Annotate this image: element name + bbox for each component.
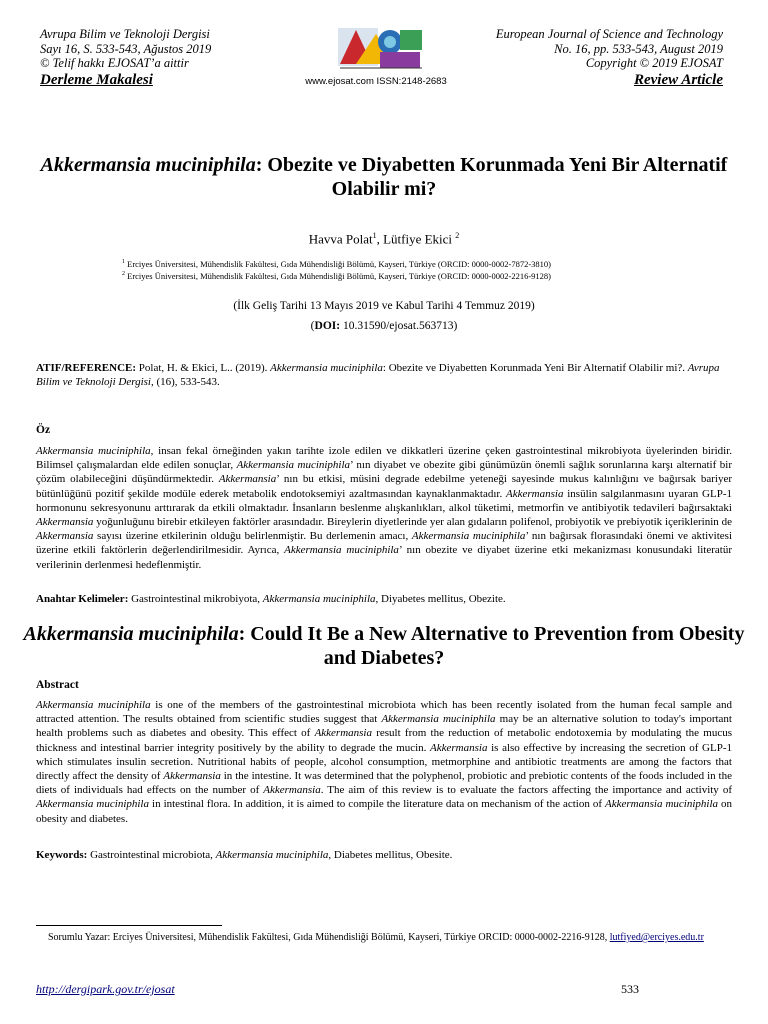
header-right bbox=[423, 27, 723, 90]
author-1-sup: 1 bbox=[372, 231, 377, 240]
oz-text-run: , insan fekal örneğinden yakın tarihte izole edilen ve dikkatleri üzerine çeken gastrointestinal mikrobiyota üyelerinden biridir. Bilimsel çalışmalardan elde edilen sonuçlar, bbox=[36, 445, 733, 472]
article-title-en bbox=[20, 622, 748, 670]
oz-text-run: sayısı üzerine etkilerinin olduğu belirlenmiştir. Bu derlemenin amacı, bbox=[93, 530, 412, 543]
footnote-text: Sorumlu Yazar: Erciyes Üniversitesi, Mühendislik Fakültesi, Gıda Mühendisliği Bölümü, Kayseri, Türkiye ORCID: 0000-0002-2216-9128, bbox=[48, 932, 610, 943]
abstract-species-term: Akkermansia bbox=[430, 741, 488, 754]
abstract-text-run: in the intestine. It was determined that the polyphenol, probiotic and prebiotic contents of the foods included in the diets of individuals had effects on the number of bbox=[36, 770, 732, 797]
keywords-tr bbox=[36, 592, 732, 606]
oz-species-term: Akkermansia bbox=[36, 516, 94, 529]
oz-text-run: ’ nın bağırsak florasındaki önemi ve aktivitesi üzerine etkili faktörlerin değerlendirilmesidir. Ayrıca, bbox=[36, 530, 732, 557]
keywords-en-part1: Gastrointestinal microbiota, bbox=[87, 849, 216, 861]
citation-volume: , (16), 533-543. bbox=[150, 376, 220, 388]
oz-text-run: ’ nın obezite ve diyabet üzerine etki mekanizması konusundaki literatür verilerinin derlenmesi hedeflenmiştir. bbox=[36, 544, 733, 571]
abstract-species-term: Akkermansia muciniphila bbox=[605, 798, 719, 811]
abstract-text-run: may be an alternative solution to today's important health problems such as diabetes and obesity. This effect of bbox=[36, 713, 732, 740]
journal-name-tr: Avrupa Bilim ve Teknoloji Dergisi bbox=[40, 27, 210, 41]
abstract-text-run: is also effective by increasing the secretion of GLP-1 which stimulates insulin secretion. Nutritional habits of people, alcohol consumption, metmorphine and antibiotic treatments are among the factors that directly affect the density of bbox=[36, 741, 732, 783]
affiliation-1-num: 1 bbox=[122, 259, 125, 265]
abstract-text-run: . The aim of this review is to evaluate the factors affecting the importance and activity of bbox=[320, 784, 732, 797]
affiliation-2-num: 2 bbox=[122, 271, 125, 277]
journal-logo bbox=[336, 24, 426, 72]
oz-species-term: Akkermansia bbox=[218, 473, 277, 486]
abstract-species-term: Akkermansia muciniphila bbox=[381, 713, 496, 726]
article-title-tr bbox=[20, 153, 748, 201]
submission-dates: (İlk Geliş Tarihi 13 Mayıs 2019 ve Kabul Tarihi 4 Temmuz 2019) bbox=[233, 300, 535, 312]
copyright-en: Copyright © 2019 EJOSAT bbox=[585, 56, 723, 70]
abstract-species-term: Akkermansia bbox=[314, 727, 372, 740]
keywords-tr-part1: Gastrointestinal mikrobiyota, bbox=[128, 593, 263, 605]
affiliation-2-text: Erciyes Üniversitesi, Mühendislik Fakültesi, Gıda Mühendisliği Bölümü, Kayseri, Türkiye (ORCID: 0000-0002-2216-9128) bbox=[125, 270, 551, 281]
oz-heading: Öz bbox=[36, 424, 51, 436]
citation-species: Akkermansia muciniphila bbox=[270, 362, 383, 374]
abstract-text-run: is one of the members of the gastrointestinal microbiota which has been recently isolated from the human fecal sample and attracted attention. The results obtained from scientific studies suggest that bbox=[36, 699, 733, 726]
title-rest-tr: : Obezite ve Diyabetten Korunmada Yeni Bir Alternatif Olabilir mi? bbox=[255, 154, 728, 200]
affiliation-2 bbox=[122, 268, 682, 282]
copyright-tr: © Telif hakkı EJOSAT’a aittir bbox=[40, 56, 189, 70]
citation-authors: Polat, H. & Ekici, L.. (2019). bbox=[136, 362, 271, 374]
oz-text-run: insülin salgılanmasını uyaran GLP-1 hormonunu sekresyonunu arttırarak da etkili olmaktadır. İnsanların beslenme alışkanlıkları, alkol tüketimi, metmorfin ve antibiyotik tedavileri bağırsaktaki bbox=[36, 487, 732, 514]
journal-url-link[interactable]: http://dergipark.gov.tr/ejosat bbox=[36, 982, 175, 996]
footnote bbox=[36, 931, 732, 945]
article-type-en: Review Article bbox=[633, 71, 723, 88]
oz-paragraph bbox=[36, 444, 732, 572]
citation-journal: Avrupa Bilim ve Teknoloji Dergisi bbox=[36, 362, 720, 388]
keywords-en bbox=[36, 848, 732, 862]
keywords-tr-label: Anahtar Kelimeler: bbox=[36, 593, 129, 605]
abstract-heading: Abstract bbox=[36, 679, 79, 691]
title-rest-en: : Could It Be a New Alternative to Prevention from Obesity and Diabetes? bbox=[238, 623, 745, 669]
keywords-en-species: Akkermansia muciniphila bbox=[215, 849, 329, 861]
affiliation-1-text: Erciyes Üniversitesi, Mühendislik Fakültesi, Gıda Mühendisliği Bölümü, Kayseri, Türkiye (ORCID: 0000-0002-7872-3810) bbox=[125, 258, 551, 269]
title-species-tr: Akkermansia muciniphila bbox=[40, 154, 256, 176]
keywords-en-label: Keywords: bbox=[36, 849, 88, 861]
footnote-divider bbox=[36, 925, 222, 926]
oz-species-term: Akkermansia bbox=[36, 530, 94, 543]
citation bbox=[36, 361, 732, 389]
keywords-tr-part2: , Diyabetes mellitus, Obezite. bbox=[375, 593, 506, 605]
abstract-species-term: Akkermansia bbox=[163, 770, 221, 783]
citation-title: : Obezite ve Diyabetten Korunmada Yeni Bir Alternatif Olabilir mi?. bbox=[382, 362, 688, 374]
footer-link bbox=[36, 982, 175, 997]
author-2-sup: 2 bbox=[455, 231, 460, 240]
abstract-text-run: in intestinal flora. In addition, it is aimed to compile the literature data on mechanism of the action of bbox=[149, 798, 606, 811]
page-number: 533 bbox=[621, 982, 639, 996]
abstract-species-term: Akkermansia muciniphila bbox=[36, 699, 151, 711]
keywords-en-part2: , Diabetes mellitus, Obesite. bbox=[328, 849, 453, 861]
issn-line: www.ejosat.com ISSN:2148-2683 bbox=[305, 76, 447, 87]
abstract-species-term: Akkermansia bbox=[263, 784, 321, 797]
authors bbox=[0, 231, 768, 247]
oz-text-run: yoğunluğunu birebir etkileyen faktörler arasındadır. Bireylerin diyetlerinde yer alan gıdaların polifenol, probiyotik ve prebiyotik içeriklerinin de bbox=[93, 516, 732, 529]
oz-species-term: Akkermansia bbox=[506, 487, 564, 500]
oz-species-term: Akkermansia muciniphila bbox=[36, 445, 151, 457]
author-separator: , bbox=[376, 231, 384, 247]
oz-text-run: ’ nın diyabet ve obezite gibi günümüzün önemli sağlık sorunlarına karşı alternatif bir çözüm olabileceğini düşündürmektedir. bbox=[36, 459, 732, 486]
title-species-en: Akkermansia muciniphila bbox=[23, 623, 239, 645]
doi bbox=[0, 320, 768, 332]
abstract-species-term: Akkermansia muciniphila bbox=[36, 798, 149, 811]
issue-info-tr: Sayı 16, S. 533-543, Ağustos 2019 bbox=[40, 41, 212, 56]
doi-open-paren: ( bbox=[310, 320, 315, 332]
oz-text-run: ’ nın bu etkisi, müsini degrade edebilme yeteneği sayesinde mukus kalınlığını ve bağırsak bariyer bütünlüğünü pozitif şekilde modüle ederek metabolik endotoksemiyi azaltmasından kaynaklanmaktadır. bbox=[36, 473, 732, 500]
author-1: Havva Polat bbox=[308, 231, 373, 247]
oz-species-term: Akkermansia muciniphila bbox=[411, 530, 526, 543]
header-left bbox=[40, 27, 300, 90]
journal-name-en: European Journal of Science and Technology bbox=[495, 27, 723, 41]
abstract-text-run: result from the reduction of metabolic endotoxemia by modulating the mucus thickness and intestinal barrier integrity positively by the ability to degrade the mucin. bbox=[36, 727, 732, 754]
issue-info-en: No. 16, pp. 533-543, August 2019 bbox=[554, 41, 723, 56]
oz-species-term: Akkermansia muciniphila bbox=[236, 459, 351, 472]
article-type-tr: Derleme Makalesi bbox=[40, 71, 153, 88]
doi-label: DOI: bbox=[314, 320, 341, 332]
doi-value[interactable]: 10.31590/ejosat.563713) bbox=[340, 320, 458, 332]
corresponding-email-link[interactable]: lutfiyed@erciyes.edu.tr bbox=[609, 932, 704, 943]
abstract-text-run: on obesity and diabetes. bbox=[36, 798, 733, 825]
abstract-paragraph bbox=[36, 698, 732, 826]
oz-species-term: Akkermansia muciniphila bbox=[284, 544, 399, 557]
keywords-tr-species: Akkermansia muciniphila bbox=[262, 593, 376, 605]
citation-label: ATIF/REFERENCE: bbox=[36, 362, 137, 374]
author-2: Lütfiye Ekici bbox=[383, 231, 456, 247]
